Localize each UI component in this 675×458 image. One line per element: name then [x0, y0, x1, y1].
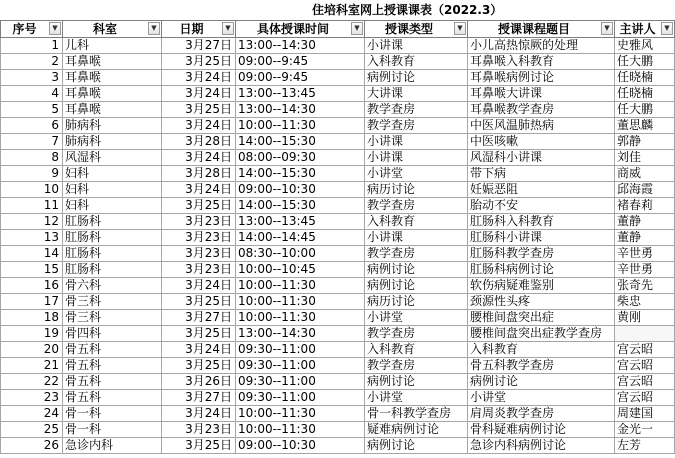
header-cell-dept[interactable]: 科室 ▼ [63, 21, 162, 38]
cell-type[interactable]: 小讲堂 [365, 310, 468, 326]
cell-dept[interactable]: 肛肠科 [63, 262, 162, 278]
cell-type[interactable]: 病例讨论 [365, 262, 468, 278]
table-row [1, 86, 675, 102]
cell-date[interactable]: 3月23日 [162, 422, 236, 438]
cell-type[interactable]: 小讲课 [365, 38, 468, 54]
cell-type[interactable]: 病历讨论 [365, 182, 468, 198]
header-cell-date[interactable]: 日期 ▼ [162, 21, 236, 38]
cell-type[interactable]: 骨一科教学查房 [365, 406, 468, 422]
cell-lecturer[interactable]: 宫云昭 [615, 342, 675, 358]
cell-time[interactable]: 13:00--14:30 [236, 102, 365, 118]
cell-date[interactable]: 3月24日 [162, 86, 236, 102]
cell-type[interactable]: 教学查房 [365, 326, 468, 342]
cell-topic[interactable]: 耳鼻喉教学查房 [468, 102, 615, 118]
cell-lecturer[interactable]: 商威 [615, 166, 675, 182]
table-row [1, 230, 675, 246]
cell-no[interactable]: 4 [1, 86, 63, 102]
cell-dept[interactable]: 肛肠科 [63, 214, 162, 230]
cell-no[interactable]: 26 [1, 438, 63, 454]
cell-time[interactable]: 13:00--13:45 [236, 86, 365, 102]
cell-no[interactable]: 15 [1, 262, 63, 278]
cell-dept[interactable]: 肛肠科 [63, 246, 162, 262]
cell-date[interactable]: 3月27日 [162, 390, 236, 406]
cell-type[interactable]: 小讲课 [365, 134, 468, 150]
cell-time[interactable]: 10:00--11:30 [236, 278, 365, 294]
cell-date[interactable]: 3月25日 [162, 294, 236, 310]
cell-lecturer[interactable]: 周建国 [615, 406, 675, 422]
cell-type[interactable]: 入科教育 [365, 342, 468, 358]
cell-lecturer[interactable]: 辛世勇 [615, 246, 675, 262]
cell-dept[interactable]: 耳鼻喉 [63, 86, 162, 102]
cell-topic[interactable]: 胎动不安 [468, 198, 615, 214]
cell-type[interactable]: 教学查房 [365, 198, 468, 214]
filter-dropdown-icon[interactable]: ▼ [222, 22, 234, 35]
cell-dept[interactable]: 妇科 [63, 198, 162, 214]
filter-dropdown-icon[interactable]: ▼ [49, 22, 61, 35]
cell-lecturer[interactable]: 任晓楠 [615, 70, 675, 86]
cell-type[interactable]: 病例讨论 [365, 374, 468, 390]
cell-date[interactable]: 3月25日 [162, 198, 236, 214]
cell-lecturer[interactable]: 宫云昭 [615, 390, 675, 406]
cell-dept[interactable]: 骨五科 [63, 358, 162, 374]
table-row [1, 390, 675, 406]
cell-lecturer[interactable]: 邱海霞 [615, 182, 675, 198]
cell-type[interactable]: 入科教育 [365, 214, 468, 230]
cell-topic[interactable]: 骨五科教学查房 [468, 358, 615, 374]
cell-topic[interactable]: 腰椎间盘突出症教学查房 [468, 326, 615, 342]
cell-dept[interactable]: 耳鼻喉 [63, 54, 162, 70]
cell-type[interactable]: 教学查房 [365, 358, 468, 374]
table-row [1, 150, 675, 166]
cell-dept[interactable]: 风湿科 [63, 150, 162, 166]
cell-topic[interactable]: 耳鼻喉病例讨论 [468, 70, 615, 86]
cell-date[interactable]: 3月25日 [162, 438, 236, 454]
cell-no[interactable]: 12 [1, 214, 63, 230]
cell-type[interactable]: 病历讨论 [365, 294, 468, 310]
cell-date[interactable]: 3月25日 [162, 358, 236, 374]
cell-topic[interactable]: 肛肠科入科教育 [468, 214, 615, 230]
table-row [1, 134, 675, 150]
cell-date[interactable]: 3月27日 [162, 310, 236, 326]
cell-dept[interactable]: 妇科 [63, 166, 162, 182]
table-row [1, 278, 675, 294]
cell-type[interactable]: 小讲堂 [365, 390, 468, 406]
cell-topic[interactable]: 肛肠科小讲课 [468, 230, 615, 246]
cell-dept[interactable]: 肺病科 [63, 134, 162, 150]
filter-dropdown-icon[interactable]: ▼ [661, 22, 673, 35]
cell-lecturer[interactable]: 辛世勇 [615, 262, 675, 278]
cell-lecturer[interactable]: 任大鹏 [615, 54, 675, 70]
cell-time[interactable]: 09:00--9:45 [236, 54, 365, 70]
cell-topic[interactable]: 软伤病疑难鉴别 [468, 278, 615, 294]
cell-topic[interactable]: 肛肠科教学查房 [468, 246, 615, 262]
cell-type[interactable]: 小讲堂 [365, 166, 468, 182]
cell-topic[interactable]: 入科教育 [468, 342, 615, 358]
table-row [1, 342, 675, 358]
table-row [1, 310, 675, 326]
cell-type[interactable]: 病例讨论 [365, 278, 468, 294]
cell-dept[interactable]: 骨五科 [63, 374, 162, 390]
cell-dept[interactable]: 肛肠科 [63, 230, 162, 246]
cell-lecturer[interactable]: 史雅风 [615, 38, 675, 54]
table-row [1, 70, 675, 86]
cell-topic[interactable]: 耳鼻喉大讲课 [468, 86, 615, 102]
cell-type[interactable]: 疑难病例讨论 [365, 422, 468, 438]
cell-lecturer[interactable]: 左芳 [615, 438, 675, 454]
cell-dept[interactable]: 耳鼻喉 [63, 102, 162, 118]
cell-topic[interactable]: 颈源性头疼 [468, 294, 615, 310]
cell-lecturer[interactable]: 金光一 [615, 422, 675, 438]
cell-no[interactable]: 3 [1, 70, 63, 86]
cell-lecturer[interactable]: 董思麟 [615, 118, 675, 134]
table-row [1, 246, 675, 262]
cell-date[interactable]: 3月24日 [162, 70, 236, 86]
cell-time[interactable]: 10:00--11:30 [236, 118, 365, 134]
cell-no[interactable]: 22 [1, 374, 63, 390]
cell-lecturer[interactable]: 褚春莉 [615, 198, 675, 214]
table-row [1, 102, 675, 118]
cell-lecturer[interactable]: 宫云昭 [615, 374, 675, 390]
cell-topic[interactable]: 带下病 [468, 166, 615, 182]
cell-dept[interactable]: 骨一科 [63, 422, 162, 438]
sheet-title: 住培科室网上授课课表（2022.3） [312, 3, 503, 17]
filter-dropdown-icon[interactable]: ▼ [601, 22, 613, 35]
cell-no[interactable]: 19 [1, 326, 63, 342]
cell-lecturer[interactable]: 董静 [615, 230, 675, 246]
cell-topic[interactable]: 中医咳嗽 [468, 134, 615, 150]
cell-date[interactable]: 3月25日 [162, 102, 236, 118]
table-body [1, 38, 675, 454]
cell-no[interactable]: 7 [1, 134, 63, 150]
cell-no[interactable]: 9 [1, 166, 63, 182]
table-row [1, 406, 675, 422]
cell-time[interactable]: 13:00--13:45 [236, 214, 365, 230]
cell-date[interactable]: 3月28日 [162, 166, 236, 182]
table-row [1, 214, 675, 230]
cell-lecturer[interactable]: 刘佳 [615, 150, 675, 166]
cell-no[interactable]: 13 [1, 230, 63, 246]
cell-type[interactable]: 病例讨论 [365, 438, 468, 454]
cell-dept[interactable]: 骨三科 [63, 310, 162, 326]
cell-time[interactable]: 14:00--15:30 [236, 198, 365, 214]
cell-no[interactable]: 2 [1, 54, 63, 70]
cell-topic[interactable]: 肩周炎教学查房 [468, 406, 615, 422]
cell-topic[interactable]: 妊娠恶阻 [468, 182, 615, 198]
cell-time[interactable]: 09:30--11:00 [236, 342, 365, 358]
header-cell-type[interactable]: 授课类型 ▼ [365, 21, 468, 38]
cell-time[interactable]: 13:00--14:30 [236, 38, 365, 54]
filter-dropdown-icon[interactable]: ▼ [148, 22, 160, 35]
cell-time[interactable]: 08:30--10:00 [236, 246, 365, 262]
cell-date[interactable]: 3月25日 [162, 54, 236, 70]
cell-no[interactable]: 17 [1, 294, 63, 310]
cell-type[interactable]: 教学查房 [365, 102, 468, 118]
cell-time[interactable]: 14:00--15:30 [236, 134, 365, 150]
cell-lecturer[interactable]: 任大鹏 [615, 102, 675, 118]
cell-time[interactable]: 09:00--9:45 [236, 70, 365, 86]
cell-time[interactable]: 14:00--14:45 [236, 230, 365, 246]
table-row [1, 422, 675, 438]
cell-date[interactable]: 3月26日 [162, 374, 236, 390]
cell-no[interactable]: 20 [1, 342, 63, 358]
cell-date[interactable]: 3月23日 [162, 230, 236, 246]
cell-time[interactable]: 09:30--11:00 [236, 358, 365, 374]
cell-dept[interactable]: 耳鼻喉 [63, 70, 162, 86]
cell-date[interactable]: 3月24日 [162, 150, 236, 166]
cell-type[interactable]: 教学查房 [365, 118, 468, 134]
table-row [1, 358, 675, 374]
cell-lecturer[interactable]: 张奇先 [615, 278, 675, 294]
header-row [1, 21, 675, 38]
cell-no[interactable]: 10 [1, 182, 63, 198]
cell-time[interactable]: 13:00--14:30 [236, 326, 365, 342]
table-row [1, 294, 675, 310]
cell-topic[interactable]: 病例讨论 [468, 374, 615, 390]
cell-date[interactable]: 3月23日 [162, 214, 236, 230]
cell-dept[interactable]: 骨三科 [63, 294, 162, 310]
cell-date[interactable]: 3月24日 [162, 278, 236, 294]
cell-topic[interactable]: 腰椎间盘突出症 [468, 310, 615, 326]
table-row [1, 118, 675, 134]
table-row [1, 166, 675, 182]
cell-time[interactable]: 08:00--09:30 [236, 150, 365, 166]
cell-date[interactable]: 3月27日 [162, 38, 236, 54]
filter-dropdown-icon[interactable]: ▼ [351, 22, 363, 35]
cell-time[interactable]: 09:00--10:30 [236, 438, 365, 454]
table-row [1, 374, 675, 390]
cell-time[interactable]: 10:00--10:45 [236, 262, 365, 278]
cell-no[interactable]: 8 [1, 150, 63, 166]
cell-no[interactable]: 5 [1, 102, 63, 118]
header-cell-topic[interactable]: 授课课程题目 ▼ [468, 21, 615, 38]
cell-no[interactable]: 23 [1, 390, 63, 406]
cell-dept[interactable]: 急诊内科 [63, 438, 162, 454]
cell-no[interactable]: 25 [1, 422, 63, 438]
cell-time[interactable]: 09:30--11:00 [236, 374, 365, 390]
table-row [1, 38, 675, 54]
cell-date[interactable]: 3月24日 [162, 182, 236, 198]
table-row [1, 198, 675, 214]
table-row [1, 262, 675, 278]
cell-no[interactable]: 6 [1, 118, 63, 134]
cell-no[interactable]: 24 [1, 406, 63, 422]
cell-topic[interactable]: 小讲堂 [468, 390, 615, 406]
cell-no[interactable]: 18 [1, 310, 63, 326]
schedule-table [0, 20, 675, 454]
cell-time[interactable]: 10:00--11:30 [236, 406, 365, 422]
cell-topic[interactable]: 小儿高热惊厥的处理 [468, 38, 615, 54]
cell-lecturer[interactable] [615, 326, 675, 342]
header-cell-no[interactable]: 序号 ▼ [1, 21, 63, 38]
cell-date[interactable]: 3月23日 [162, 246, 236, 262]
table-row [1, 326, 675, 342]
cell-dept[interactable]: 儿科 [63, 38, 162, 54]
cell-no[interactable]: 16 [1, 278, 63, 294]
cell-time[interactable]: 09:00--10:30 [236, 182, 365, 198]
cell-dept[interactable]: 骨六科 [63, 278, 162, 294]
table-row [1, 54, 675, 70]
cell-time[interactable]: 10:00--11:30 [236, 294, 365, 310]
cell-type[interactable]: 入科教育 [365, 54, 468, 70]
cell-dept[interactable]: 骨五科 [63, 390, 162, 406]
cell-no[interactable]: 11 [1, 198, 63, 214]
cell-lecturer[interactable]: 黄刚 [615, 310, 675, 326]
cell-type[interactable]: 病例讨论 [365, 70, 468, 86]
cell-date[interactable]: 3月24日 [162, 118, 236, 134]
cell-type[interactable]: 教学查房 [365, 246, 468, 262]
header-cell-time[interactable]: 具体授课时间 ▼ [236, 21, 365, 38]
table-row [1, 438, 675, 454]
cell-dept[interactable]: 骨一科 [63, 406, 162, 422]
cell-lecturer[interactable]: 任晓楠 [615, 86, 675, 102]
cell-topic[interactable]: 急诊内科病例讨论 [468, 438, 615, 454]
cell-time[interactable]: 10:00--11:30 [236, 422, 365, 438]
cell-date[interactable]: 3月28日 [162, 134, 236, 150]
cell-time[interactable]: 14:00--15:30 [236, 166, 365, 182]
cell-topic[interactable]: 风湿科小讲课 [468, 150, 615, 166]
cell-type[interactable]: 小讲课 [365, 230, 468, 246]
cell-topic[interactable]: 耳鼻喉入科教育 [468, 54, 615, 70]
cell-lecturer[interactable]: 宫云昭 [615, 358, 675, 374]
cell-time[interactable]: 10:00--11:30 [236, 310, 365, 326]
cell-lecturer[interactable]: 董静 [615, 214, 675, 230]
header-cell-lecturer[interactable]: 主讲人 ▼ [615, 21, 675, 38]
cell-date[interactable]: 3月25日 [162, 326, 236, 342]
cell-date[interactable]: 3月23日 [162, 262, 236, 278]
cell-dept[interactable]: 骨五科 [63, 342, 162, 358]
title-row [0, 0, 669, 20]
cell-topic[interactable]: 中医风温肺热病 [468, 118, 615, 134]
cell-dept[interactable]: 妇科 [63, 182, 162, 198]
cell-no[interactable]: 14 [1, 246, 63, 262]
cell-date[interactable]: 3月24日 [162, 342, 236, 358]
cell-dept[interactable]: 骨四科 [63, 326, 162, 342]
cell-dept[interactable]: 肺病科 [63, 118, 162, 134]
cell-no[interactable]: 21 [1, 358, 63, 374]
cell-lecturer[interactable]: 郭静 [615, 134, 675, 150]
table-row [1, 182, 675, 198]
cell-date[interactable]: 3月24日 [162, 406, 236, 422]
filter-dropdown-icon[interactable]: ▼ [454, 22, 466, 35]
cell-lecturer[interactable]: 柴忠 [615, 294, 675, 310]
cell-topic[interactable]: 肛肠科病例讨论 [468, 262, 615, 278]
cell-time[interactable]: 09:30--11:00 [236, 390, 365, 406]
cell-type[interactable]: 大讲课 [365, 86, 468, 102]
cell-topic[interactable]: 骨科疑难病例讨论 [468, 422, 615, 438]
cell-no[interactable]: 1 [1, 38, 63, 54]
cell-type[interactable]: 小讲课 [365, 150, 468, 166]
